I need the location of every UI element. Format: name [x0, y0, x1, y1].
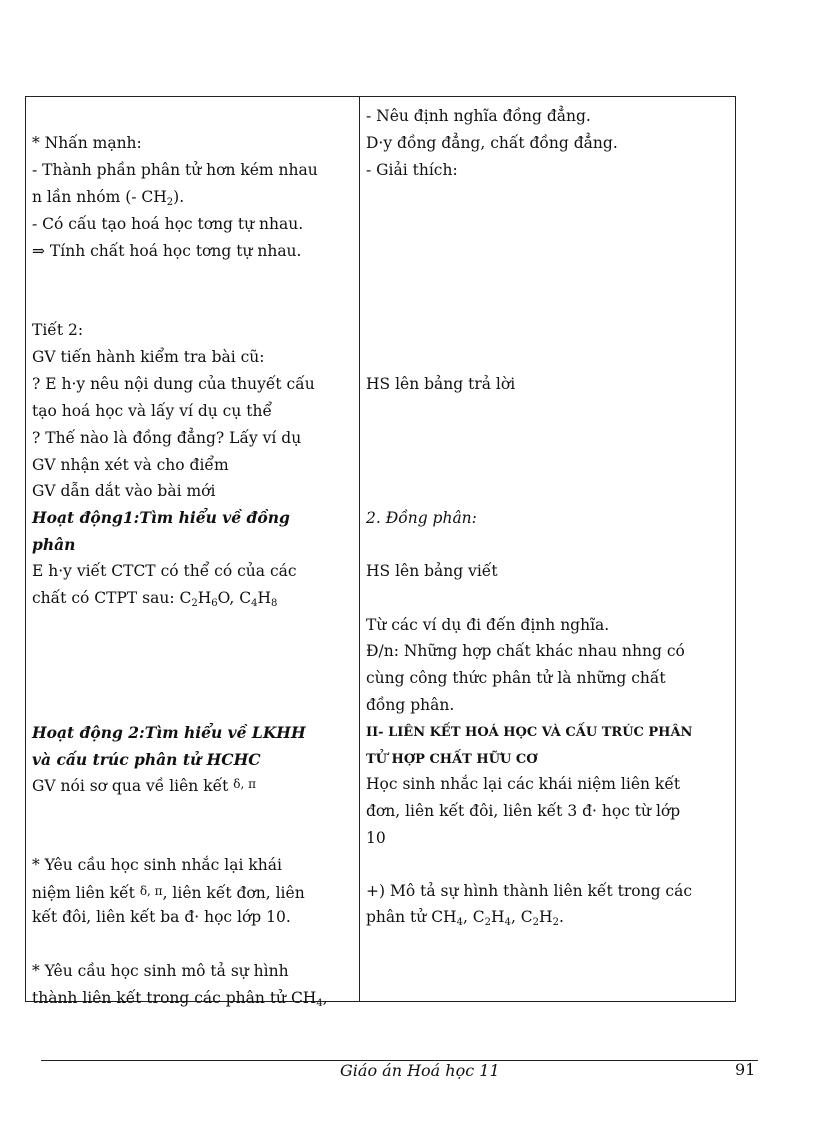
right-line: phân tử $CH_4$, $C_2H_4$, $C_2H_2$. — [366, 908, 564, 928]
right-line: đơn, liên kết đôi, liên kết 3 đ· học từ lớp — [366, 802, 681, 820]
left-line: E h·y viết CTCT có thể có của các — [32, 562, 297, 580]
right-line: - Giải thích: — [366, 161, 458, 179]
page-number: 91 — [735, 1060, 756, 1079]
left-line: * Yêu cầu học sinh nhắc lại khái — [32, 856, 282, 874]
right-line: D·y đồng đẳng, chất đồng đẳng. — [366, 134, 618, 152]
right-line: HS lên bảng trả lời — [366, 375, 516, 393]
activity-heading: Hoạt động 2:Tìm hiểu về LKHH — [32, 723, 306, 742]
right-line: HS lên bảng viết — [366, 562, 498, 580]
left-line: thành liên kết trong các phân tử $CH_4$, — [32, 989, 328, 1009]
left-line: kết đôi, liên kết ba đ· học lớp 10. — [32, 908, 291, 926]
left-line: n lần nhóm (- $CH_2$). — [32, 188, 185, 208]
question-line: ? Thế nào là đồng đẳng? Lấy ví dụ — [32, 429, 302, 447]
activity-heading: Hoạt động1:Tìm hiểu về đồng — [32, 508, 290, 527]
activity-heading: phân — [32, 535, 76, 554]
right-line: - Nêu định nghĩa đồng đẳng. — [366, 107, 591, 125]
section-heading: TỬ HỢP CHẤT HỮU CƠ — [366, 752, 538, 767]
left-line: - Có cấu tạo hoá học tơng tự nhau. — [32, 215, 304, 233]
left-line: niệm liên kết δ, π, liên kết đơn, liên — [32, 884, 305, 902]
right-line: 10 — [366, 829, 386, 847]
right-line: Đ/n: Những hợp chất khác nhau nhng có — [366, 642, 685, 660]
lesson-table — [25, 96, 736, 1009]
emphasis-heading: * Nhấn mạnh: — [32, 134, 142, 152]
section-heading: 2. Đồng phân: — [366, 509, 477, 527]
right-line: Học sinh nhắc lại các khái niệm liên kết — [366, 775, 681, 793]
left-line: GV nói sơ qua về liên kết δ, π — [32, 777, 257, 795]
right-line: +) Mô tả sự hình thành liên kết trong các — [366, 882, 693, 900]
column-divider — [359, 97, 360, 1001]
footer-title: Giáo án Hoá học 11 — [340, 1061, 500, 1080]
left-line: ⇒ Tính chất hoá học tơng tự nhau. — [32, 242, 302, 260]
left-line: * Yêu cầu học sinh mô tả sự hình — [32, 962, 289, 980]
left-line: chất có CTPT sau: $C_2H_6O$, $C_4H_8$ — [32, 589, 278, 609]
question-line: ? E h·y nêu nội dung của thuyết cấu — [32, 375, 315, 393]
question-line: tạo hoá học và lấy ví dụ cụ thể — [32, 402, 273, 420]
left-line: - Thành phần phân tử hơn kém nhau — [32, 161, 318, 179]
right-line: cùng công thức phân tử là những chất — [366, 669, 666, 687]
right-line: đồng phân. — [366, 696, 455, 714]
lesson-period: Tiết 2: — [32, 321, 84, 339]
activity-heading: và cấu trúc phân tử HCHC — [32, 750, 261, 769]
right-line: Từ các ví dụ đi đến định nghĩa. — [366, 616, 610, 634]
section-heading: II- LIÊN KẾT HOÁ HỌC VÀ CẤU TRÚC PHÂN — [366, 725, 693, 740]
left-line: GV dẫn dắt vào bài mới — [32, 482, 216, 500]
left-line: GV tiến hành kiểm tra bài cũ: — [32, 348, 265, 366]
left-line: GV nhận xét và cho điểm — [32, 456, 229, 474]
